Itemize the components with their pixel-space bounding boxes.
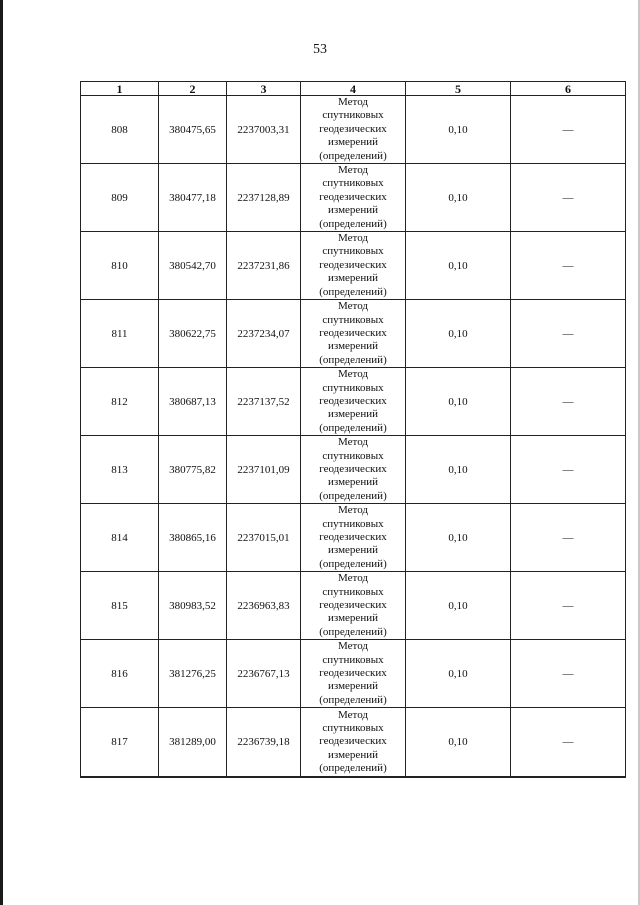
method-line: геодезических xyxy=(319,735,387,748)
method-line: спутниковых xyxy=(322,177,384,190)
method-line: геодезических xyxy=(319,190,387,203)
method-line: (определений) xyxy=(319,285,387,298)
accuracy-cell: 0,10 xyxy=(406,504,511,572)
method-line: спутниковых xyxy=(322,109,384,122)
y-coordinate-cell: 2237101,09 xyxy=(227,436,301,504)
x-coordinate-cell: 381276,25 xyxy=(159,640,227,708)
x-coordinate-cell: 380622,75 xyxy=(159,300,227,368)
method-line: измерений xyxy=(328,408,378,421)
method-line: спутниковых xyxy=(322,721,384,734)
table-row xyxy=(81,232,626,300)
column-header: 1 xyxy=(81,82,159,96)
method-line: Метод xyxy=(338,504,368,517)
method-cell xyxy=(301,504,406,572)
description-cell: — xyxy=(511,504,626,572)
y-coordinate-cell: 2236963,83 xyxy=(227,572,301,640)
method-cell xyxy=(301,96,406,164)
method-line: Метод xyxy=(338,708,368,721)
method-cell xyxy=(301,368,406,436)
method-line: спутниковых xyxy=(322,585,384,598)
point-number-cell: 811 xyxy=(81,300,159,368)
x-coordinate-cell: 380983,52 xyxy=(159,572,227,640)
method-line: геодезических xyxy=(319,531,387,543)
method-line: измерений xyxy=(328,476,378,489)
y-coordinate-cell: 2237015,01 xyxy=(227,504,301,572)
description-cell: — xyxy=(511,232,626,300)
method-line: (определений) xyxy=(319,421,387,434)
method-line: (определений) xyxy=(319,149,387,162)
page-number: 53 xyxy=(313,42,327,57)
method-line: Метод xyxy=(338,232,368,245)
column-header: 6 xyxy=(511,82,626,96)
method-cell xyxy=(301,164,406,232)
method-cell xyxy=(301,436,406,504)
method-line: (определений) xyxy=(319,489,387,502)
method-line: Метод xyxy=(338,164,368,177)
method-line: спутниковых xyxy=(322,517,384,530)
table-row xyxy=(81,436,626,504)
method-line: (определений) xyxy=(319,353,387,366)
point-number-cell: 810 xyxy=(81,232,159,300)
x-coordinate-cell: 380687,13 xyxy=(159,368,227,436)
point-number-cell: 813 xyxy=(81,436,159,504)
method-line: (определений) xyxy=(319,625,387,638)
accuracy-cell: 0,10 xyxy=(406,436,511,504)
method-line: геодезических xyxy=(319,258,387,271)
y-coordinate-cell: 2237137,52 xyxy=(227,368,301,436)
table-row xyxy=(81,640,626,708)
accuracy-cell: 0,10 xyxy=(406,640,511,708)
accuracy-cell: 0,10 xyxy=(406,368,511,436)
x-coordinate-cell: 380775,82 xyxy=(159,436,227,504)
method-line: геодезических xyxy=(319,122,387,135)
method-line: (определений) xyxy=(319,693,387,706)
point-number-cell: 814 xyxy=(81,504,159,572)
method-line: измерений xyxy=(328,680,378,693)
coordinates-table xyxy=(80,81,626,778)
description-cell: — xyxy=(511,300,626,368)
description-cell: — xyxy=(511,436,626,504)
accuracy-cell: 0,10 xyxy=(406,96,511,164)
column-header: 5 xyxy=(406,82,511,96)
accuracy-cell: 0,10 xyxy=(406,164,511,232)
accuracy-cell: 0,10 xyxy=(406,708,511,777)
method-line: геодезических xyxy=(319,599,387,612)
method-line: Метод xyxy=(338,436,368,449)
method-line: Метод xyxy=(338,368,368,381)
table-row xyxy=(81,504,626,572)
table-body xyxy=(81,96,626,777)
y-coordinate-cell: 2237234,07 xyxy=(227,300,301,368)
y-coordinate-cell: 2237003,31 xyxy=(227,96,301,164)
column-header: 4 xyxy=(301,82,406,96)
method-line: геодезических xyxy=(319,326,387,339)
method-line: спутниковых xyxy=(322,245,384,258)
table-row xyxy=(81,300,626,368)
table-row xyxy=(81,708,626,777)
method-line: измерений xyxy=(328,612,378,625)
description-cell: — xyxy=(511,708,626,777)
description-cell: — xyxy=(511,96,626,164)
y-coordinate-cell: 2237231,86 xyxy=(227,232,301,300)
method-cell xyxy=(301,708,406,777)
x-coordinate-cell: 380865,16 xyxy=(159,504,227,572)
x-coordinate-cell: 381289,00 xyxy=(159,708,227,777)
description-cell: — xyxy=(511,368,626,436)
y-coordinate-cell: 2236767,13 xyxy=(227,640,301,708)
point-number-cell: 812 xyxy=(81,368,159,436)
description-cell: — xyxy=(511,640,626,708)
method-line: спутниковых xyxy=(322,313,384,326)
method-line: измерений xyxy=(328,272,378,285)
method-line: измерений xyxy=(328,204,378,217)
accuracy-cell: 0,10 xyxy=(406,300,511,368)
method-cell xyxy=(301,640,406,708)
method-line: (определений) xyxy=(319,557,387,570)
method-cell xyxy=(301,572,406,640)
header-row xyxy=(81,82,626,96)
table-row xyxy=(81,96,626,164)
point-number-cell: 809 xyxy=(81,164,159,232)
method-line: Метод xyxy=(338,96,368,108)
description-cell: — xyxy=(511,164,626,232)
method-line: спутниковых xyxy=(322,381,384,394)
accuracy-cell: 0,10 xyxy=(406,572,511,640)
method-line: спутниковых xyxy=(322,449,384,462)
y-coordinate-cell: 2236739,18 xyxy=(227,708,301,777)
method-line: измерений xyxy=(328,544,378,557)
point-number-cell: 808 xyxy=(81,96,159,164)
method-line: геодезических xyxy=(319,394,387,407)
method-line: геодезических xyxy=(319,667,387,680)
x-coordinate-cell: 380475,65 xyxy=(159,96,227,164)
method-line: спутниковых xyxy=(322,653,384,666)
point-number-cell: 817 xyxy=(81,708,159,777)
column-header: 3 xyxy=(227,82,301,96)
method-line: (определений) xyxy=(319,217,387,230)
method-line: измерений xyxy=(328,340,378,353)
point-number-cell: 816 xyxy=(81,640,159,708)
column-header: 2 xyxy=(159,82,227,96)
method-line: Метод xyxy=(338,300,368,313)
table-row xyxy=(81,368,626,436)
x-coordinate-cell: 380477,18 xyxy=(159,164,227,232)
method-line: (определений) xyxy=(319,762,387,775)
method-line: Метод xyxy=(338,640,368,653)
y-coordinate-cell: 2237128,89 xyxy=(227,164,301,232)
method-line: геодезических xyxy=(319,462,387,475)
accuracy-cell: 0,10 xyxy=(406,232,511,300)
method-cell xyxy=(301,232,406,300)
description-cell: — xyxy=(511,572,626,640)
scan-edge-left xyxy=(0,0,3,905)
method-line: измерений xyxy=(328,748,378,761)
table-row xyxy=(81,572,626,640)
x-coordinate-cell: 380542,70 xyxy=(159,232,227,300)
table-row xyxy=(81,164,626,232)
method-line: измерений xyxy=(328,136,378,149)
method-cell xyxy=(301,300,406,368)
point-number-cell: 815 xyxy=(81,572,159,640)
method-line: Метод xyxy=(338,572,368,585)
